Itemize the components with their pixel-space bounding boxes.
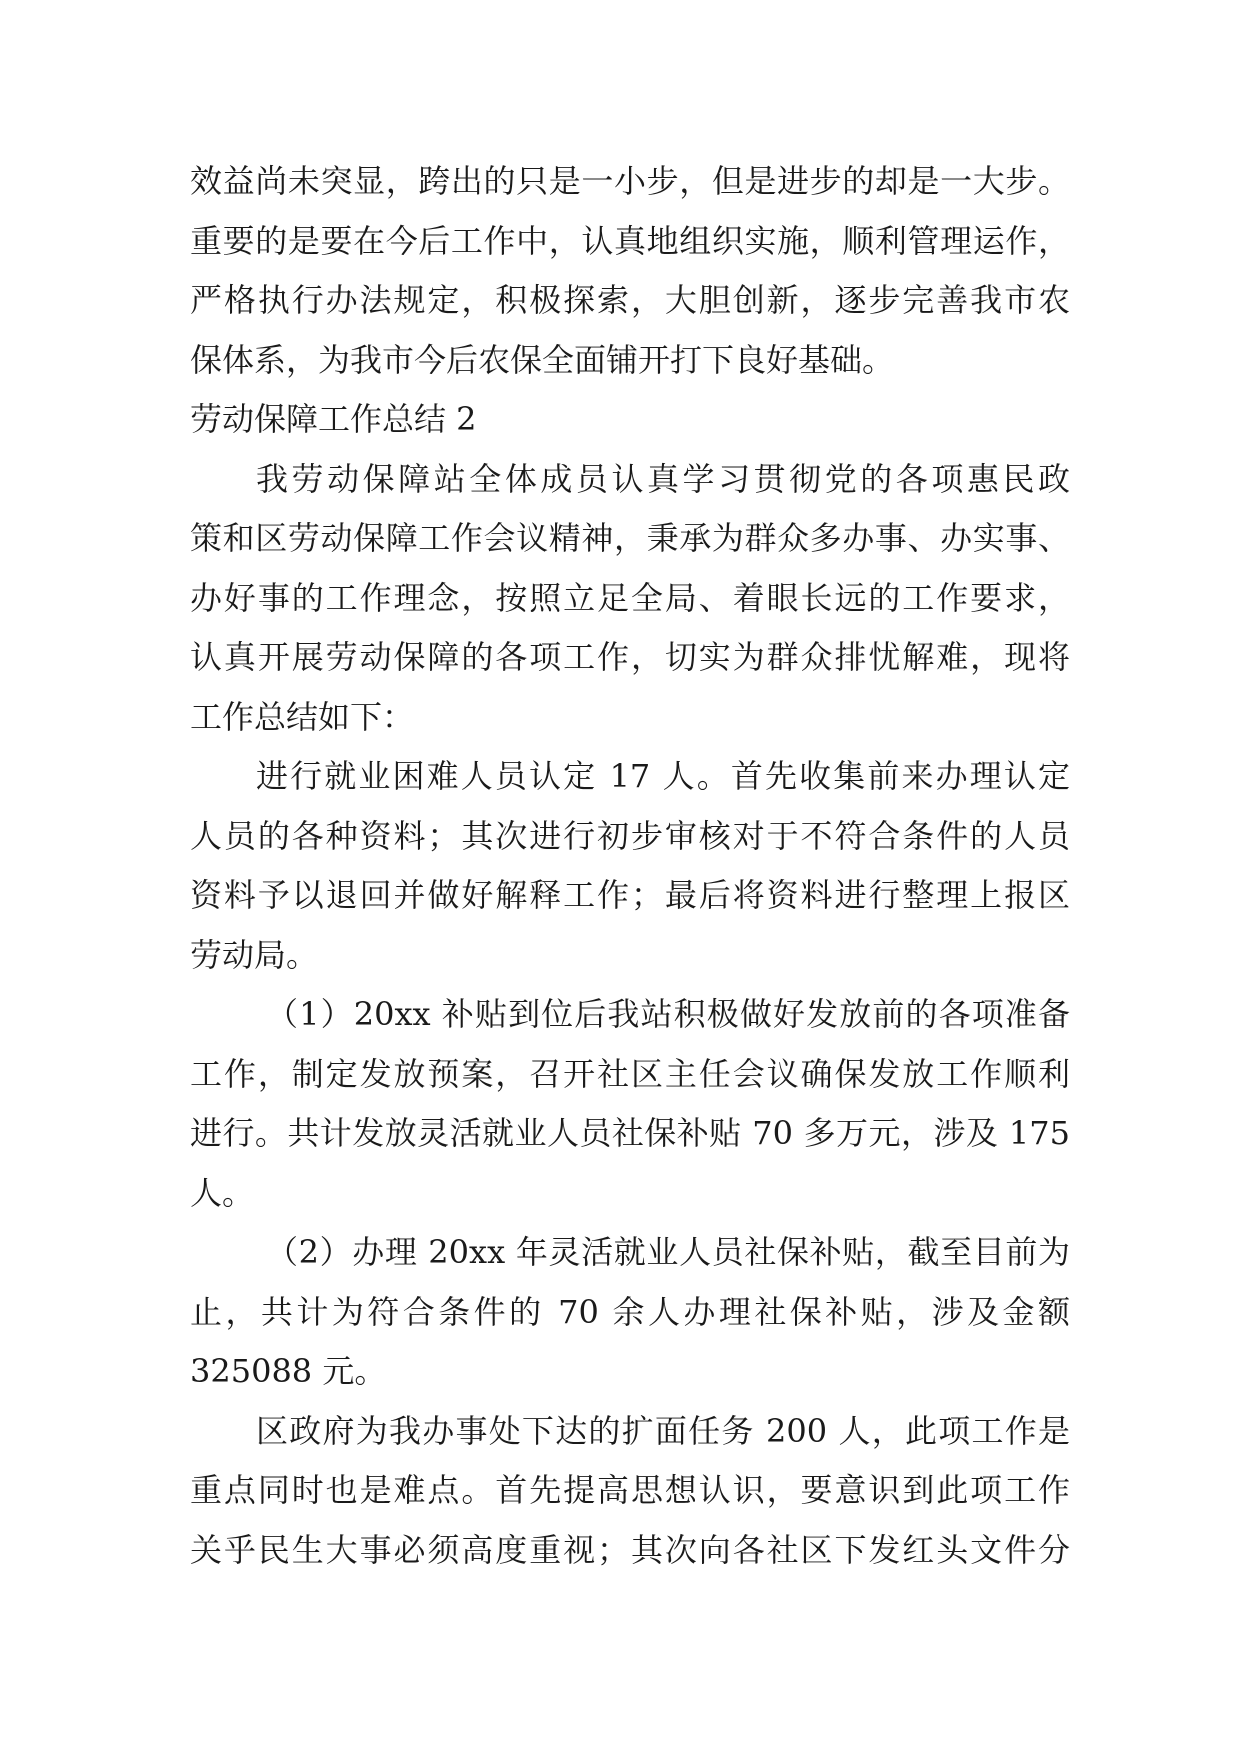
text-line: 办好事的工作理念，按照立足全局、着眼长远的工作要求， — [190, 578, 1070, 617]
text-line: 严格执行办法规定，积极探索，大胆创新，逐步完善我市农 — [190, 281, 1070, 319]
text-line: 认真开展劳动保障的各项工作，切实为群众排忧解难，现将 — [190, 638, 1070, 676]
text-line: 工作，制定发放预案，召开社区主任会议确保发放工作顺利 — [190, 1054, 1070, 1093]
text-line: 进行。共计发放灵活就业人员社保补贴 70 多万元，涉及 175 — [190, 1114, 1070, 1152]
text-line: 保体系，为我市今后农保全面铺开打下良好基础。 — [190, 340, 895, 379]
text-line: 资料予以退回并做好解释工作；最后将资料进行整理上报区 — [190, 876, 1070, 914]
text-line: 人。 — [190, 1173, 255, 1212]
text-line: 人员的各种资料；其次进行初步审核对于不符合条件的人员 — [190, 816, 1070, 855]
text-line: 进行就业困难人员认定 17 人。首先收集前来办理认定 — [256, 757, 1070, 795]
text-line: 止，共计为符合条件的 70 余人办理社保补贴，涉及金额 — [190, 1292, 1070, 1331]
text-line: 劳动局。 — [190, 935, 319, 974]
text-line: （2）办理 20xx 年灵活就业人员社保补贴，截至目前为 — [266, 1233, 1070, 1271]
text-line: 工作总结如下： — [190, 697, 415, 736]
text-line: 重要的是要在今后工作中，认真地组织实施，顺利管理运作， — [190, 221, 1070, 260]
text-line: （1）20xx 补贴到位后我站积极做好发放前的各项准备 — [266, 995, 1070, 1033]
document-body — [190, 152, 1070, 1580]
text-line: 区政府为我办事处下达的扩面任务 200 人，此项工作是 — [256, 1411, 1070, 1450]
text-line: 策和区劳动保障工作会议精神，秉承为群众多办事、办实事、 — [190, 519, 1070, 557]
text-line: 重点同时也是难点。首先提高思想认识，要意识到此项工作 — [190, 1471, 1070, 1509]
text-line: 我劳动保障站全体成员认真学习贯彻党的各项惠民政 — [256, 459, 1070, 498]
section-heading: 劳动保障工作总结 2 — [190, 400, 477, 438]
text-line: 关乎民生大事必须高度重视；其次向各社区下发红头文件分 — [190, 1530, 1070, 1569]
text-line: 325088 元。 — [190, 1352, 387, 1390]
text-line: 效益尚未突显，跨出的只是一小步，但是进步的却是一大步。 — [190, 162, 1070, 200]
